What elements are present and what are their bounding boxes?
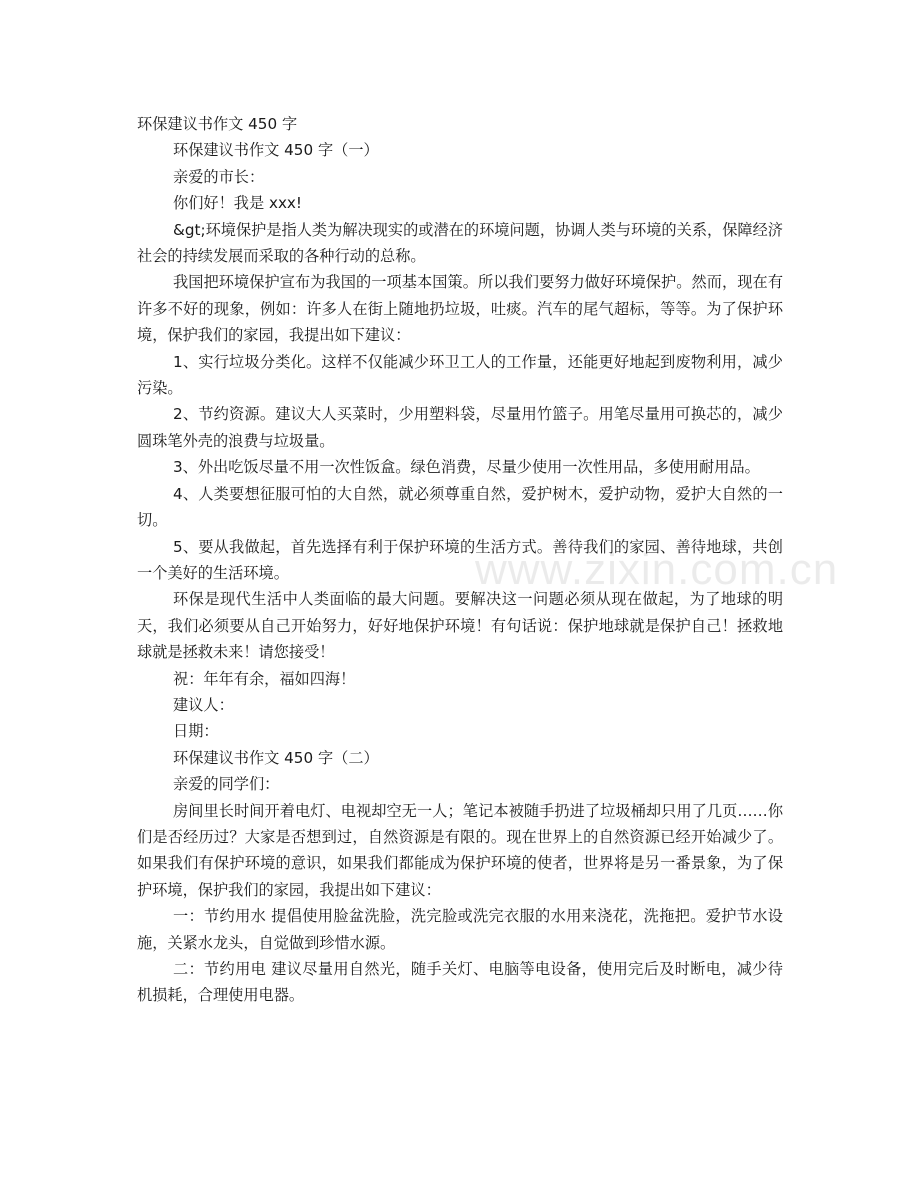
suggestion-2: 2、节约资源。建议大人买菜时，少用塑料袋，尽量用竹篮子。用笔尽量用可换芯的，减少圆珠笔外壳的浪费与垃圾量。: [137, 405, 783, 450]
signature-proposer: 建议人：: [173, 695, 234, 714]
paragraph-definition: &gt;环境保护是指人类为解决现实的或潜在的环境问题，协调人类与环境的关系，保障经济社会的持续发展而采取的各种行动的总称。: [137, 220, 783, 266]
closing-wish: 祝：年年有余，福如四海！: [173, 669, 356, 688]
paragraph-conclusion: 环保是现代生活中人类面临的最大问题。要解决这一问题必须从现在做起，为了地球的明天，我们必须要从自己开始努力，好好地保护环境！有句话说：保护地球就是保护自己！拯救地球就是拯救未来！请您接受！: [137, 590, 783, 662]
paragraph-intro-two: 房间里长时间开着电灯、电视却空无一人；笔记本被随手扔进了垃圾桶却只用了几页……你们是否经历过？大家是否想到过，自然资源是有限的。现在世界上的自然资源已经开始减少了。如果我们有保护环境的意识，如果我们都能成为保护环境的使者，世界将是另一番景象，为了保护环境，保护我们的家园，我提出如下建议：: [137, 801, 783, 899]
suggestion-1: 1、实行垃圾分类化。这样不仅能减少环卫工人的工作量，还能更好地起到废物利用，减少污染。: [137, 352, 783, 398]
section-heading-two: 环保建议书作文 450 字（二）: [173, 748, 379, 767]
paragraph-policy: 我国把环境保护宣布为我国的一项基本国策。所以我们要努力做好环境保护。然而，现在有许多不好的现象，例如：许多人在街上随地扔垃圾，吐痰。汽车的尾气超标，等等。为了保护环境，保护我们的家园，我提出如下建议：: [137, 273, 783, 345]
salutation-classmates: 亲爱的同学们：: [173, 775, 280, 794]
section-heading-one: 环保建议书作文 450 字（一）: [173, 141, 379, 160]
watermark: www.zixin.com.cn: [475, 545, 839, 594]
greeting-line: 你们好！我是 xxx!: [173, 194, 303, 213]
suggestion-3: 3、外出吃饭尽量不用一次性饭盒。绿色消费，尽量少使用一次性用品，多使用耐用品。: [173, 458, 760, 477]
signature-date: 日期：: [173, 722, 219, 741]
salutation-mayor: 亲爱的市长：: [173, 167, 265, 186]
suggestion-electricity: 二：节约用电 建议尽量用自然光，随手关灯、电脑等电设备，使用完后及时断电，减少待机损耗，合理使用电器。: [137, 960, 783, 1005]
suggestion-5: 5、要从我做起，首先选择有利于保护环境的生活方式。善待我们的家园、善待地球，共创一个美好的生活环境。: [137, 537, 783, 582]
document-body: [137, 111, 783, 1009]
suggestion-4: 4、人类要想征服可怕的大自然，就必须尊重自然，爱护树木，爱护动物，爱护大自然的一切。: [137, 484, 783, 530]
suggestion-water: 一：节约用水 提倡使用脸盆洗脸，洗完脸或洗完衣服的水用来浇花，洗拖把。爱护节水设施，关紧水龙头，自觉做到珍惜水源。: [137, 907, 783, 952]
document-title: 环保建议书作文 450 字: [137, 115, 298, 133]
